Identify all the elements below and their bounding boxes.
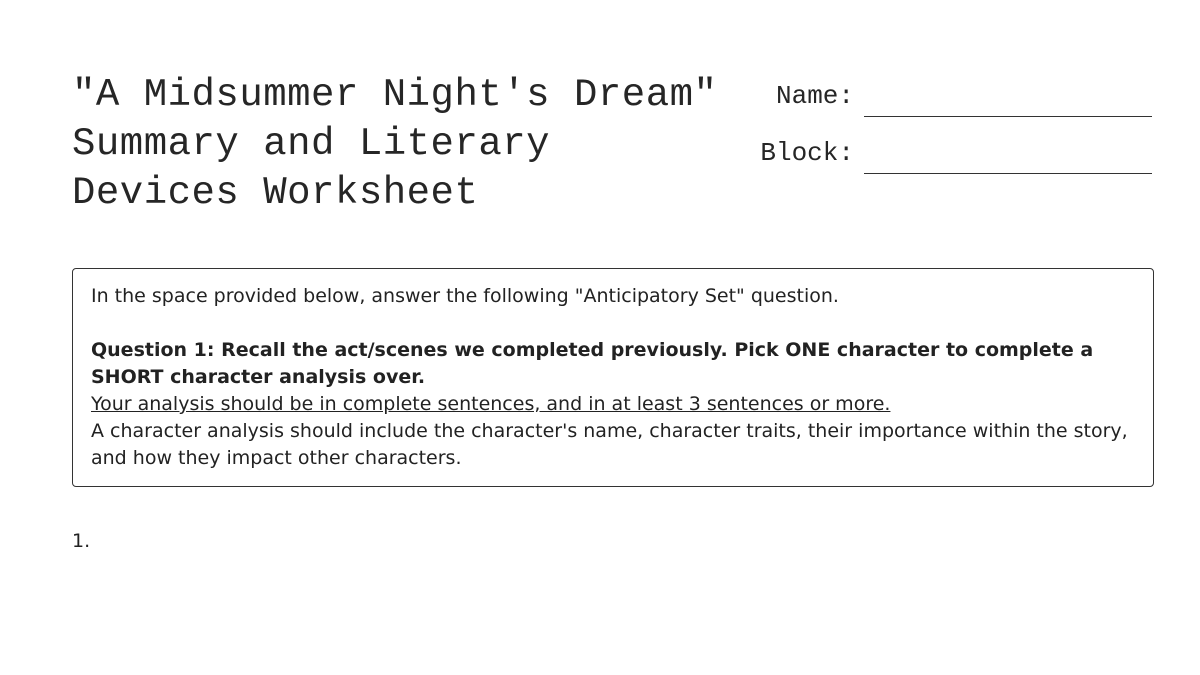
question-1-detail: A character analysis should include the character's name, character traits, their importance within the story, and how they impact other characters. [91, 420, 1128, 469]
answer-1-number: 1. [72, 530, 91, 552]
block-blank-line[interactable] [864, 173, 1152, 174]
name-label: Name: [775, 81, 854, 111]
instructions-intro: In the space provided below, answer the following "Anticipatory Set" question. [91, 285, 839, 307]
student-info-fields [712, 74, 1152, 188]
block-field-row [712, 131, 1152, 174]
question-1-prompt: Question 1: Recall the act/scenes we completed previously. Pick ONE character to complete a SHORT character analysis over. [91, 339, 1094, 388]
name-blank-line[interactable] [864, 116, 1152, 117]
instructions-box [72, 268, 1154, 487]
name-field-row [712, 74, 1152, 117]
worksheet-title: "A Midsummer Night's Dream" Summary and Literary Devices Worksheet [72, 73, 718, 215]
block-label: Block: [760, 138, 854, 168]
question-1-requirement: Your analysis should be in complete sentences, and in at least 3 sentences or more. [91, 393, 891, 415]
